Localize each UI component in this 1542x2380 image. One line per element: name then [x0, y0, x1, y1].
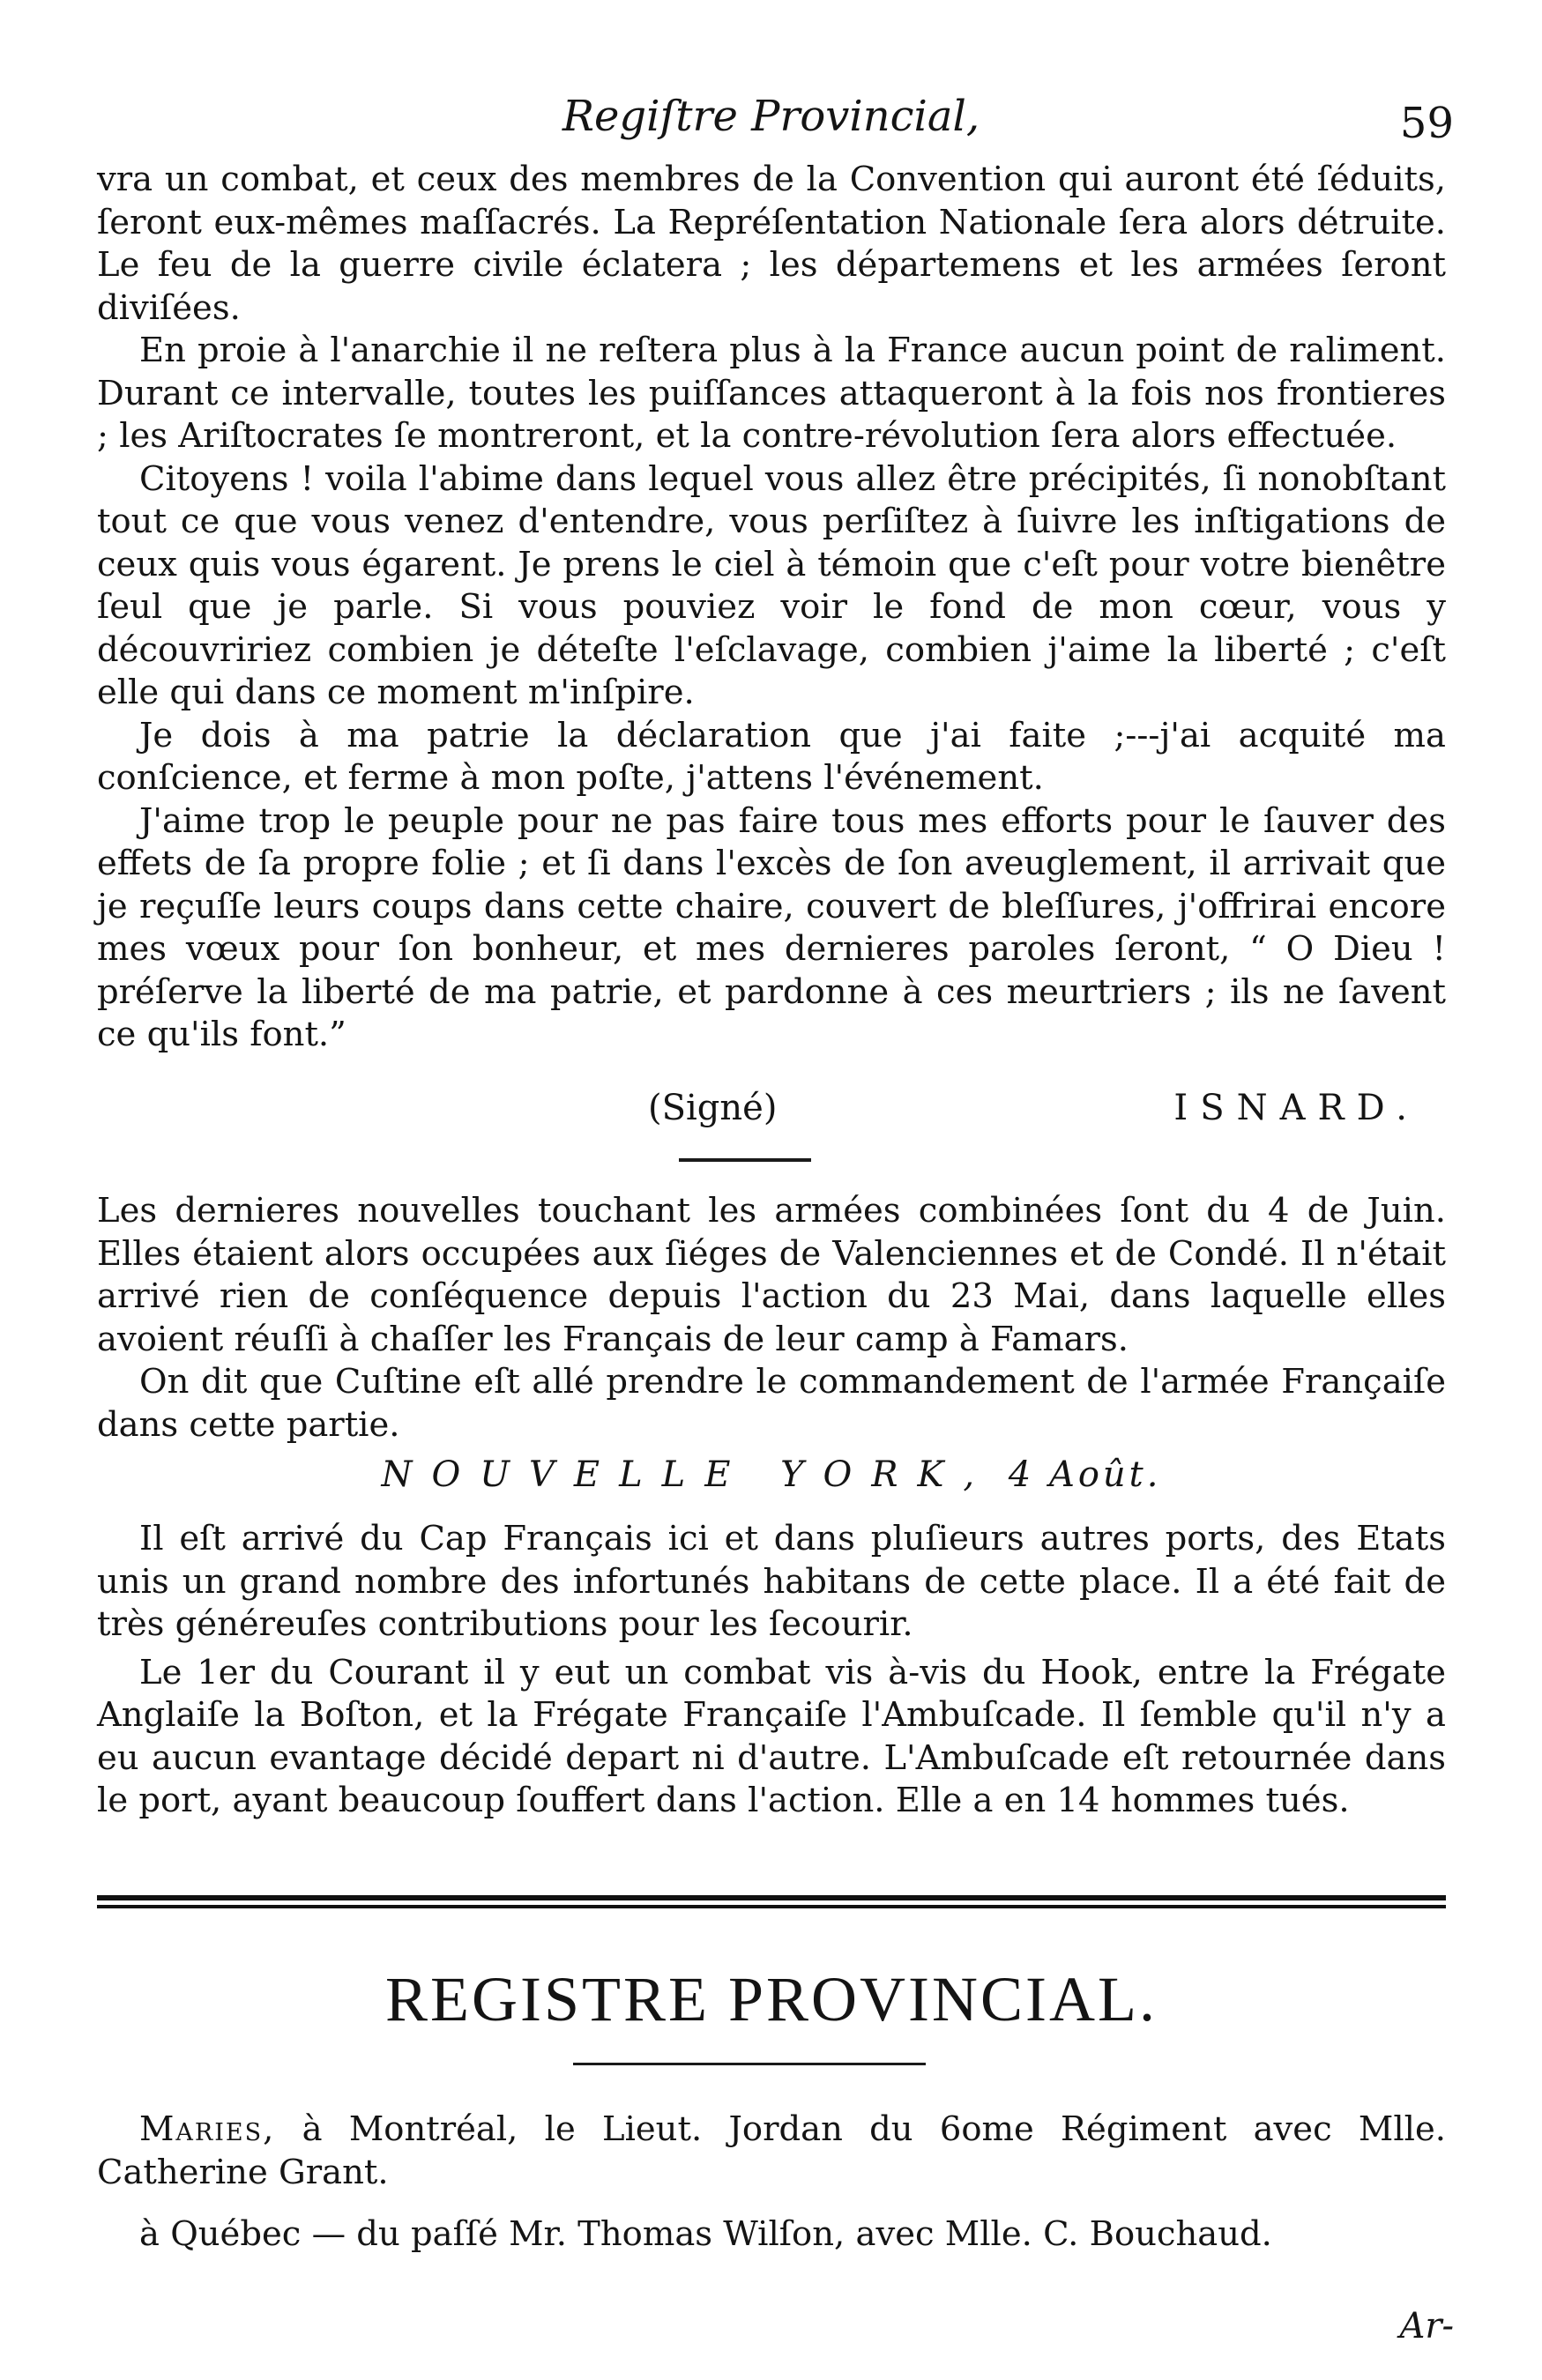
- paragraph: On dit que Cuſtine eſt allé prendre le commandement de l'armée Françaiſe dans cette partie.: [97, 1362, 1446, 1445]
- running-title: Regiſtre Provincial,: [562, 92, 980, 141]
- signature-label: (Signé): [648, 1088, 778, 1128]
- paragraph: Le 1er du Courant il y eut un combat vis à-vis du Hook, entre la Frégate Anglaiſe la Boſton, et la Frégate Françaiſe l'Ambuſcade. Il ſemble qu'il n'y a eu aucun evantage décidé depart ni d'autre. L'Ambuſcade eſt retournée dans le port, ayant beaucoup ſouffert dans l'action. Elle a en 14 hommes tués.: [97, 1652, 1446, 1820]
- separator-rule: [573, 2063, 926, 2065]
- paragraph: Je dois à ma patrie la déclaration que j'ai faite ;---j'ai acquité ma conſcience, et ferme à mon poſte, j'attens l'événement.: [97, 715, 1446, 798]
- paragraph: En proie à l'anarchie il ne reſtera plus à la France aucun point de raliment. Durant ce intervalle, toutes les puiſſances attaqueront à la fois nos frontieres ; les Ariſtocrates ſe montreront, et la contre-révolution ſera alors effectuée.: [97, 331, 1446, 456]
- paragraph: Il eſt arrivé du Cap Français ici et dans pluſieurs autres ports, des Etats unis un grand nombre des infortunés habitans de cette place. Il a été fait de très généreuſes contributions pour les ſecourir.: [97, 1519, 1446, 1644]
- catchword: Ar-: [1399, 2306, 1454, 2347]
- article-isnard-speech: [97, 159, 1446, 1057]
- article-army-news: [97, 1190, 1446, 1447]
- entry-lead: Maries,: [139, 2109, 276, 2149]
- registre-entries: [97, 2109, 1446, 2257]
- signature-name: ISNARD.: [1173, 1088, 1419, 1128]
- dateline-date: 4 Août.: [1008, 1454, 1162, 1495]
- entry-text: à Montréal, le Lieut. Jordan du 6ome Régiment avec Mlle. Catherine Grant.: [97, 2109, 1446, 2192]
- registre-entry: [97, 2109, 1446, 2194]
- separator-rule: [679, 1158, 811, 1162]
- paragraph: Les dernieres nouvelles touchant les armées combinées ſont du 4 de Juin. Elles étaient alors occupées aux ſiéges de Valenciennes et de Condé. Il n'était arrivé rien de conſéquence depuis l'action du 23 Mai, dans laquelle elles avoient réuſſi à chaſſer les Français de leur camp à Famars.: [97, 1191, 1446, 1359]
- article-new-york: [97, 1518, 1446, 1823]
- section-heading: REGISTRE PROVINCIAL.: [384, 1964, 1158, 2034]
- dateline: [97, 1453, 1446, 1497]
- paragraph: vra un combat, et ceux des membres de la Convention qui auront été ſéduits, ſeront eux-mêmes maſſacrés. La Repréſentation Nationale ſera alors détruite. Le feu de la guerre civile éclatera ; les départemens et les armées ſeront diviſées.: [97, 160, 1446, 328]
- double-rule: [97, 1895, 1446, 1908]
- registre-entry: à Québec — du paſſé Mr. Thomas Wilſon, avec Mlle. C. Bouchaud.: [139, 2214, 1272, 2254]
- dateline-city: NOUVELLE YORK,: [381, 1454, 994, 1495]
- page-number: 59: [1399, 99, 1454, 148]
- paragraph: Citoyens ! voila l'abime dans lequel vous allez être précipités, ſi nonobſtant tout ce que vous venez d'entendre, vous perſiſtez à ſuivre les inſtigations de ceux quis vous égarent. Je prens le ciel à témoin que c'eſt pour votre bienêtre ſeul que je parle. Si vous pouviez voir le fond de mon cœur, vous y découvririez combien je déteſte l'eſclavage, combien j'aime la liberté ; c'eſt elle qui dans ce moment m'inſpire.: [97, 458, 1446, 712]
- paragraph: J'aime trop le peuple pour ne pas faire tous mes efforts pour le ſauver des effets de ſa propre folie ; et ſi dans l'excès de ſon aveuglement, il arrivait que je reçuſſe leurs coups dans cette chaire, couvert de bleſſures, j'offrirai encore mes vœux pour ſon bonheur, et mes dernieres paroles ſeront, “ O Dieu ! préſerve la liberté de ma patrie, et pardonne à ces meurtriers ; ils ne ſavent ce qu'ils font.”: [97, 800, 1446, 1054]
- signature-line: [97, 1086, 1446, 1130]
